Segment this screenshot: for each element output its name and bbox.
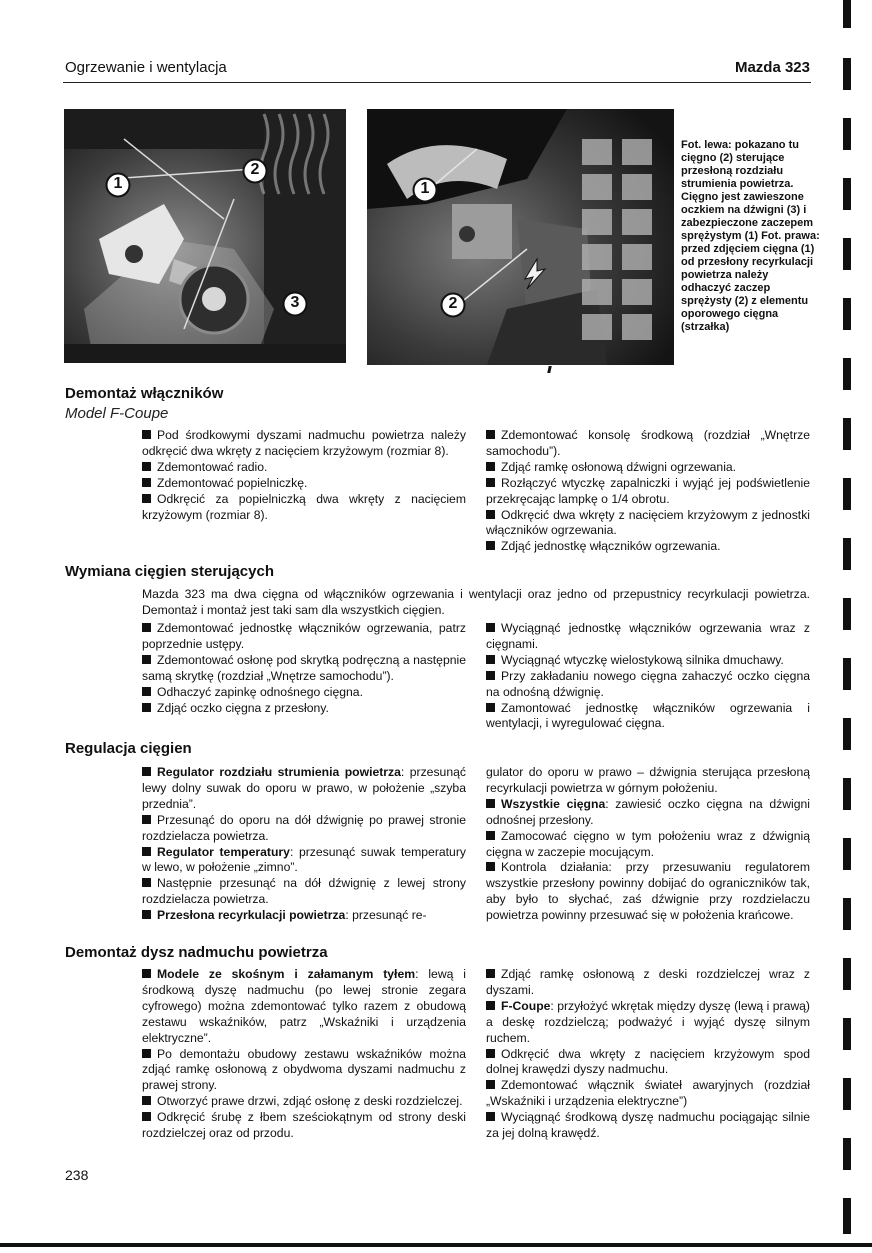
section-heading-cable-adjustment: Regulacja cięgien [65, 740, 192, 757]
bullet-square-icon [486, 623, 495, 632]
bullet-square-icon [142, 494, 151, 503]
photo-left [64, 109, 346, 363]
list-item: Kontrola działania: przy przesuwaniu regulatorem wszystkie przesłony powinny dobijać do ograniczników tak, aby było to słychać, zaś dźwignie przy rozdzielaczu powietrza powinny przesuwać się w położenia krańcowe. [486, 860, 810, 923]
bullet-square-icon [486, 671, 495, 680]
list-item: F-Coupe: przyłożyć wkrętak między dyszę (lewą i prawą) a deskę rozdzielczą; podważyć i wyjąć dyszę silnym ruchem. [486, 998, 810, 1045]
edge-mark [843, 358, 851, 390]
bullet-square-icon [142, 687, 151, 696]
edge-mark [843, 118, 851, 150]
edge-mark [843, 718, 851, 750]
bullet-square-icon [142, 655, 151, 664]
edge-mark [843, 898, 851, 930]
bullet-square-icon [142, 815, 151, 824]
list-item: Następnie przesunąć na dół dźwignię z lewej strony rozdzielacza powietrza. [142, 876, 466, 907]
stray-mark [547, 366, 551, 373]
list-item: Odkręcić dwa wkręty z nacięciem krzyżowym spod dolnej krawędzi dyszy nadmuchu. [486, 1046, 810, 1077]
list-item: gulator do oporu w prawo – dźwignia sterująca przesłoną recyrkulacji powietrza w górnym położeniu. [486, 765, 810, 795]
edge-mark [843, 58, 851, 90]
edge-mark [843, 958, 851, 990]
bullet-square-icon [142, 1112, 151, 1121]
section-heading-cable-replacement: Wymiana cięgien sterujących [65, 563, 274, 580]
bullet-square-icon [486, 1001, 495, 1010]
section1-left-column [142, 428, 466, 523]
edge-mark [843, 478, 851, 510]
list-item: Zdjąć oczko cięgna z przesłony. [142, 701, 466, 717]
page-number: 238 [65, 1167, 89, 1183]
list-item: Wyciągnąć środkową dyszę nadmuchu pociągając silnie za jej dolną krawędź. [486, 1110, 810, 1141]
edge-mark [843, 178, 851, 210]
photo-right-callout-2: 2 [440, 292, 466, 318]
section-heading-vent-removal: Demontaż dysz nadmuchu powietrza [65, 944, 328, 961]
bullet-square-icon [486, 1049, 495, 1058]
list-item: Regulator temperatury: przesunąć suwak temperatury w lewo, w położenie „zimno”. [142, 844, 466, 875]
section4-right-column [486, 967, 810, 1142]
list-item: Pod środkowymi dyszami nadmuchu powietrza należy odkręcić dwa wkręty z nacięciem krzyżowym (rozmiar 8). [142, 428, 466, 458]
bullet-square-icon [142, 767, 151, 776]
list-item: Przesunąć do oporu na dół dźwignię po prawej stronie rozdzielacza powietrza. [142, 812, 466, 843]
bullet-square-icon [142, 878, 151, 887]
list-item: Zamocować cięgno w tym położeniu wraz z dźwignią cięgna w zaczepie mocującym. [486, 828, 810, 859]
list-item: Modele ze skośnym i załamanym tyłem: lewą i środkową dyszę nadmuchu (po lewej stronie zegara cyfrowego) można zdemontować tylko razem z obudową zestawu wskaźników, patrz „Wskaźniki i urządzenia elektryczne”. [142, 967, 466, 1045]
list-item: Zdemontować osłonę pod skrytką podręczną a następnie samą skrytkę (rozdział „Wnętrze samochodu”). [142, 652, 466, 683]
bullet-square-icon [486, 1112, 495, 1121]
header-rule [63, 82, 811, 83]
list-item: Zdjąć ramkę osłonową dźwigni ogrzewania. [486, 460, 810, 476]
edge-mark [843, 298, 851, 330]
bullet-square-icon [142, 703, 151, 712]
list-item: Zdemontować radio. [142, 460, 466, 476]
list-item: Przy zakładaniu nowego cięgna zahaczyć oczko cięgna na odnośną dźwignię. [486, 668, 810, 699]
bullet-square-icon [142, 478, 151, 487]
list-item: Odkręcić dwa wkręty z nacięciem krzyżowym z jednostki włączników ogrzewania. [486, 507, 810, 538]
edge-mark [843, 1018, 851, 1050]
section1-right-column [486, 428, 810, 555]
bullet-square-icon [486, 655, 495, 664]
list-item: Zamontować jednostkę włączników ogrzewania i wentylacji, i wyregulować cięgna. [486, 700, 810, 731]
list-item: Regulator rozdziału strumienia powietrza: przesunąć lewy dolny suwak do oporu w prawo, w położenie „szyba przednia”. [142, 765, 466, 811]
bullet-square-icon [486, 510, 495, 519]
list-item: Wyciągnąć wtyczkę wielostykową silnika dmuchawy. [486, 653, 810, 669]
bullet-square-icon [142, 847, 151, 856]
bullet-square-icon [142, 1049, 151, 1058]
section3-left-column [142, 765, 466, 924]
photo-left-callout-3: 3 [282, 291, 308, 317]
bullet-square-icon [486, 831, 495, 840]
list-item: Przesłona recyrkulacji powietrza: przesunąć re- [142, 908, 466, 924]
edge-mark [843, 658, 851, 690]
running-header-section: Ogrzewanie i wentylacja [65, 59, 227, 76]
bullet-square-icon [486, 799, 495, 808]
bullet-square-icon [486, 462, 495, 471]
edge-mark [843, 1078, 851, 1110]
bottom-edge-line [0, 1243, 872, 1247]
edge-mark [843, 1198, 851, 1234]
list-item: Zdemontować jednostkę włączników ogrzewania, patrz poprzednie ustępy. [142, 621, 466, 651]
bullet-square-icon [486, 969, 495, 978]
section3-right-column [486, 765, 810, 924]
bullet-square-icon [142, 1096, 151, 1105]
bullet-square-icon [142, 462, 151, 471]
section2-left-column [142, 621, 466, 716]
list-item: Po demontażu obudowy zestawu wskaźników można zdjąć ramkę osłonową z obydwoma dyszami nadmuchu z prawej strony. [142, 1046, 466, 1093]
edge-mark [843, 1138, 851, 1170]
edge-mark [843, 538, 851, 570]
bullet-square-icon [486, 1080, 495, 1089]
section-heading-switch-removal: Demontaż włączników [65, 385, 224, 402]
list-item: Wyciągnąć jednostkę włączników ogrzewania wraz z cięgnami. [486, 621, 810, 651]
bullet-square-icon [486, 430, 495, 439]
list-item: Zdemontować włącznik świateł awaryjnych (rozdział „Wskaźniki i urządzenia elektryczne”) [486, 1078, 810, 1109]
photo-right-callout-1: 1 [412, 177, 438, 203]
photo-right [367, 109, 674, 365]
edge-mark [843, 238, 851, 270]
bullet-square-icon [142, 969, 151, 978]
bullet-square-icon [142, 910, 151, 919]
bullet-square-icon [142, 430, 151, 439]
list-item: Odhaczyć zapinkę odnośnego cięgna. [142, 685, 466, 701]
list-item: Zdjąć ramkę osłonową z deski rozdzielczej wraz z dyszami. [486, 967, 810, 997]
photo-left-callout-2: 2 [242, 158, 268, 184]
edge-mark [843, 598, 851, 630]
section-subheading-model: Model F-Coupe [65, 405, 169, 422]
running-header-brand: Mazda 323 [734, 59, 810, 76]
section4-left-column [142, 967, 466, 1142]
edge-mark [843, 838, 851, 870]
edge-mark [843, 778, 851, 810]
list-item: Zdjąć jednostkę włączników ogrzewania. [486, 539, 810, 555]
bullet-square-icon [486, 862, 495, 871]
list-item: Odkręcić śrubę z łbem sześciokątnym od strony deski rozdzielczej oraz od przodu. [142, 1110, 466, 1141]
list-item: Wszystkie cięgna: zawiesić oczko cięgna na dźwigni odnośnej przesłony. [486, 796, 810, 827]
list-item: Zdemontować konsolę środkową (rozdział „Wnętrze samochodu”). [486, 428, 810, 458]
edge-mark [843, 0, 851, 28]
bullet-square-icon [486, 478, 495, 487]
bullet-square-icon [486, 703, 495, 712]
edge-mark [843, 418, 851, 450]
list-item: Otworzyć prawe drzwi, zdjąć osłonę z deski rozdzielczej. [142, 1094, 466, 1110]
photo-caption: Fot. lewa: pokazano tu cięgno (2) sterujące przesłoną rozdziału strumienia powietrza. Cięgno jest zawieszone oczkiem na dźwigni (3) i zabezpieczone zaczepem sprężystym (1) Fot. prawa: przed zdjęciem cięgna (1) od przesłony recyrkulacji powietrza należy odhaczyć zaczep sprężysty (2) z elementu oporowego cięgna (strzałka) [681, 139, 820, 333]
list-item: Zdemontować popielniczkę. [142, 476, 466, 492]
photo-left-callout-1: 1 [105, 172, 131, 198]
bullet-square-icon [142, 623, 151, 632]
section2-intro: Mazda 323 ma dwa cięgna od włączników ogrzewania i wentylacji oraz jedno od przepustnicy recyrkulacji powietrza. Demontaż i montaż jest taki sam dla wszystkich cięgien. [142, 587, 810, 617]
list-item: Odkręcić za popielniczką dwa wkręty z nacięciem krzyżowym (rozmiar 8). [142, 491, 466, 522]
section2-right-column [486, 621, 810, 732]
bullet-square-icon [486, 541, 495, 550]
list-item: Rozłączyć wtyczkę zapalniczki i wyjąć jej podświetlenie przekręcając lampkę o 1/4 obrotu. [486, 475, 810, 506]
